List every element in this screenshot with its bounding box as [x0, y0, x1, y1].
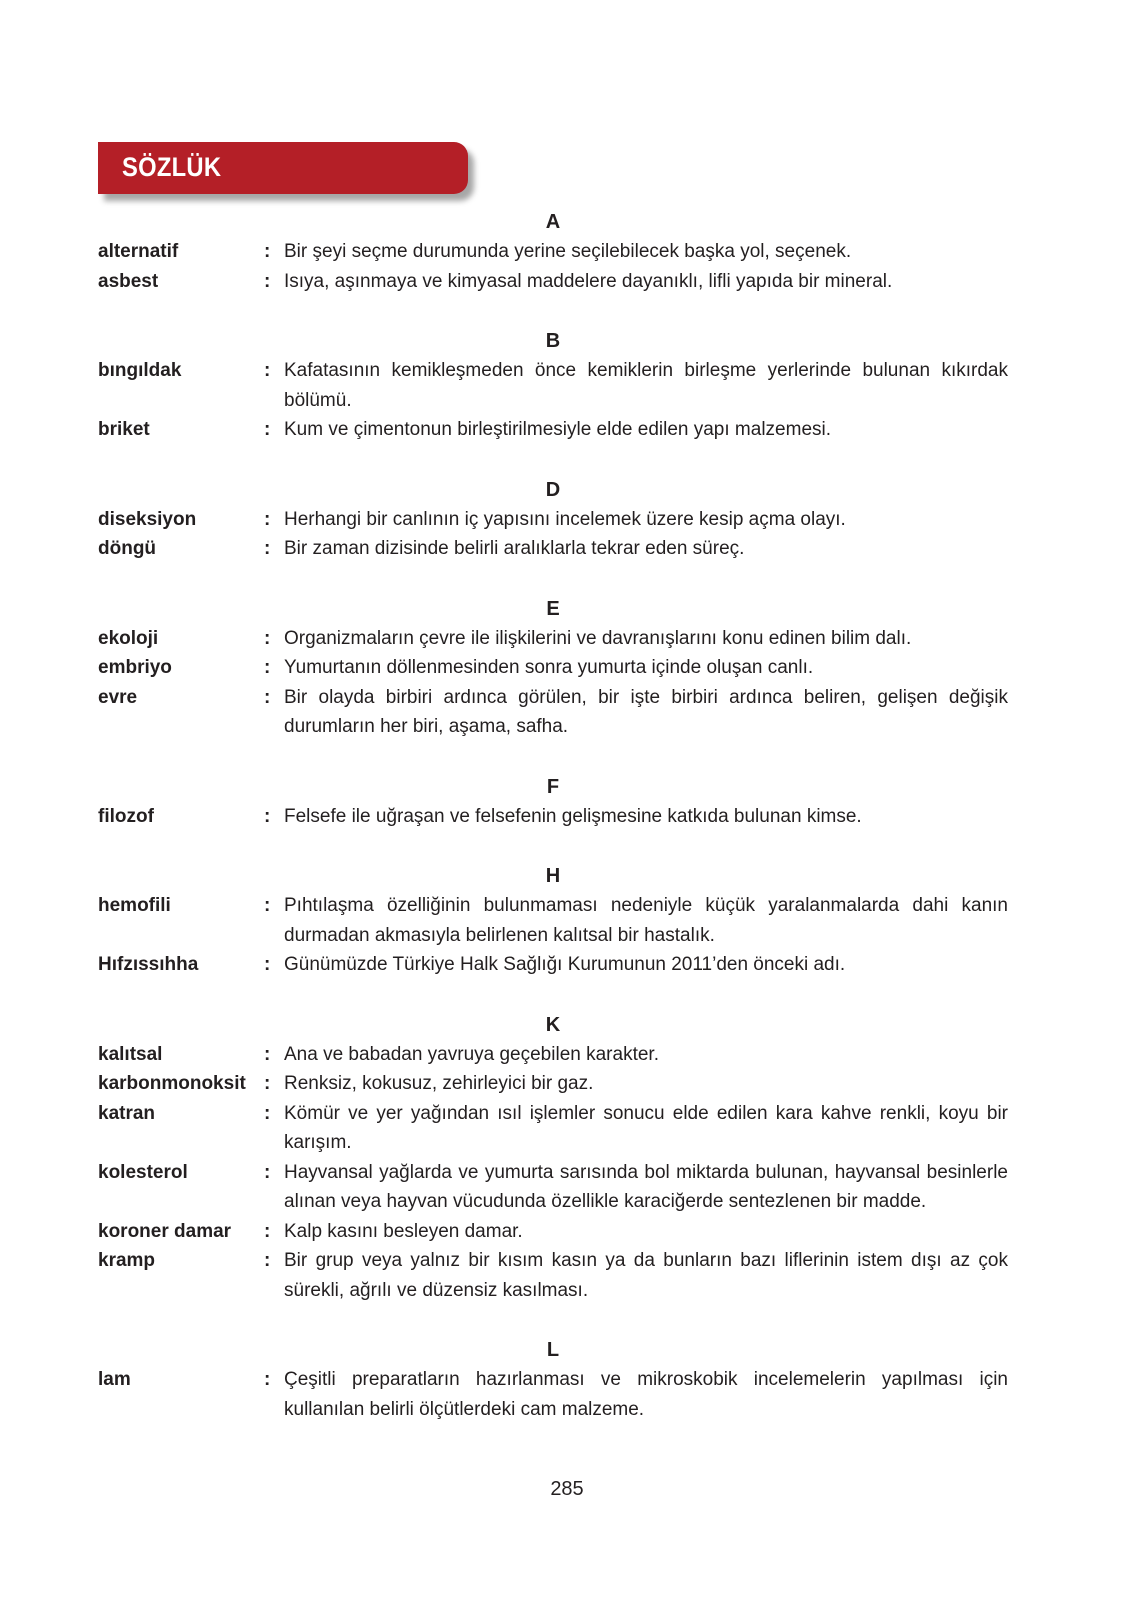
glossary-entry	[98, 1217, 1008, 1247]
term-separator: :	[264, 686, 271, 708]
glossary-definition: Ana ve babadan yavruya geçebilen karakter.	[284, 1043, 659, 1065]
glossary-definition: Bir grup veya yalnız bir kısım kasın ya da bunların bazı liflerinin istem dışı az çok sürekli, ağrılı ve düzensiz kasılması.	[284, 1250, 1008, 1301]
glossary-entry	[98, 1069, 1008, 1099]
glossary-entry	[98, 1246, 1008, 1305]
glossary-definition: Bir olayda birbiri ardınca görülen, bir işte birbiri ardınca beliren, gelişen değişik durumların her biri, aşama, safha.	[284, 686, 1008, 737]
glossary-definition: Kum ve çimentonun birleştirilmesiyle elde edilen yapı malzemesi.	[284, 419, 832, 440]
section-letter-heading: E	[546, 597, 560, 620]
glossary-term: diseksiyon	[98, 508, 197, 530]
glossary-term: asbest	[98, 270, 159, 292]
glossary-entry	[98, 505, 1008, 535]
glossary-term: Hıfzıssıhha	[98, 954, 199, 975]
glossary-entry	[98, 534, 1008, 564]
glossary-term: briket	[98, 419, 150, 440]
glossary-term: katran	[98, 1102, 156, 1124]
glossary-term: kolesterol	[98, 1161, 188, 1183]
glossary-section-f	[98, 772, 1008, 832]
section-letter-heading: D	[545, 478, 561, 501]
term-separator: :	[264, 508, 271, 530]
glossary-definition: Günümüzde Türkiye Halk Sağlığı Kurumunun 2011’den önceki adı.	[284, 954, 846, 975]
page-title: SÖZLÜK	[122, 152, 222, 182]
glossary-entry	[98, 1099, 1008, 1158]
section-letter-heading: B	[545, 330, 561, 352]
glossary-section-h	[98, 861, 1008, 980]
section-letter-heading: K	[545, 1013, 561, 1036]
glossary-entry	[98, 1365, 1008, 1424]
glossary-header-banner	[98, 142, 468, 194]
term-separator: :	[264, 1220, 271, 1242]
term-separator: :	[264, 657, 271, 678]
glossary-term: kramp	[98, 1250, 156, 1271]
glossary-definition: Bir şeyi seçme durumunda yerine seçilebilecek başka yol, seçenek.	[284, 241, 852, 262]
glossary-section-e	[98, 594, 1008, 742]
term-separator: :	[264, 954, 271, 975]
glossary-entry	[98, 415, 1008, 445]
glossary-term: evre	[98, 686, 138, 708]
glossary-term: bıngıldak	[98, 360, 182, 381]
glossary-definition: Pıhtılaşma özelliğinin bulunmaması nedeniyle küçük yaralanmalarda dahi kanın durmadan akmasıyla belirlenen kalıtsal bir hastalık.	[284, 895, 1008, 946]
glossary-definition: Felsefe ile uğraşan ve felsefenin gelişmesine katkıda bulunan kimse.	[284, 805, 862, 827]
glossary-definition: Kalp kasını besleyen damar.	[284, 1220, 523, 1242]
term-separator: :	[264, 1043, 271, 1065]
glossary-definition: Kafatasının kemikleşmeden önce kemiklerin birleşme yerlerinde bulunan kıkırdak bölümü.	[284, 360, 1008, 411]
glossary-section-a	[98, 207, 1008, 296]
glossary-term: döngü	[98, 538, 157, 559]
term-separator: :	[264, 627, 271, 649]
glossary-definition: Renksiz, kokusuz, zehirleyici bir gaz.	[284, 1073, 594, 1094]
glossary-entry	[98, 237, 1008, 267]
glossary-term: filozof	[98, 805, 154, 827]
term-separator: :	[264, 538, 271, 559]
glossary-entry	[98, 683, 1008, 742]
glossary-term: ekoloji	[98, 627, 159, 649]
glossary-entry	[98, 1040, 1008, 1070]
glossary-definition: Çeşitli preparatların hazırlanması ve mikroskobik incelemelerin yapılması için kullanılan belirli ölçütlerdeki cam malzeme.	[284, 1369, 1008, 1420]
section-letter-heading: L	[546, 1339, 560, 1361]
glossary-term: hemofili	[98, 895, 171, 916]
glossary-section-l	[98, 1335, 1008, 1424]
term-separator: :	[264, 805, 271, 827]
page-number: 285	[550, 1478, 584, 1500]
glossary-definition: Bir zaman dizisinde belirli aralıklarla tekrar eden süreç.	[284, 538, 745, 559]
glossary-term: kalıtsal	[98, 1043, 163, 1065]
glossary-entry	[98, 891, 1008, 950]
glossary-definition: Isıya, aşınmaya ve kimyasal maddelere dayanıklı, lifli yapıda bir mineral.	[284, 270, 893, 292]
glossary-term: koroner damar	[98, 1220, 232, 1242]
glossary-section-d	[98, 475, 1008, 564]
glossary-entry	[98, 950, 1008, 980]
term-separator: :	[264, 1073, 271, 1094]
glossary-definition: Kömür ve yer yağından ısıl işlemler sonucu elde edilen kara kahve renkli, koyu bir karışım.	[284, 1102, 1008, 1153]
term-separator: :	[264, 1161, 271, 1183]
glossary-entry	[98, 653, 1008, 683]
term-separator: :	[264, 419, 271, 440]
section-letter-heading: F	[546, 775, 560, 798]
term-separator: :	[264, 1369, 271, 1390]
glossary-entry	[98, 802, 1008, 832]
section-letter-heading: H	[545, 865, 561, 887]
glossary-content	[98, 207, 1008, 1454]
glossary-definition: Hayvansal yağlarda ve yumurta sarısında bol miktarda bulunan, hayvansal besinlerle alınan veya hayvan vücudunda özellikle karaciğerde sentezlenen bir madde.	[284, 1161, 1008, 1212]
glossary-section-k	[98, 1010, 1008, 1306]
glossary-term: karbonmonoksit	[98, 1073, 246, 1094]
glossary-entry	[98, 1158, 1008, 1217]
glossary-term: alternatif	[98, 241, 179, 262]
glossary-term: embriyo	[98, 657, 172, 678]
term-separator: :	[264, 360, 271, 381]
glossary-definition: Herhangi bir canlının iç yapısını incelemek üzere kesip açma olayı.	[284, 508, 846, 530]
term-separator: :	[264, 895, 271, 916]
term-separator: :	[264, 1102, 271, 1124]
glossary-entry	[98, 356, 1008, 415]
glossary-definition: Organizmaların çevre ile ilişkilerini ve davranışlarını konu edinen bilim dalı.	[284, 627, 912, 649]
term-separator: :	[264, 270, 271, 292]
glossary-entry	[98, 267, 1008, 297]
glossary-section-b	[98, 326, 1008, 445]
glossary-term: lam	[98, 1369, 131, 1390]
term-separator: :	[264, 241, 271, 262]
glossary-definition: Yumurtanın döllenmesinden sonra yumurta içinde oluşan canlı.	[284, 657, 814, 678]
term-separator: :	[264, 1250, 271, 1271]
section-letter-heading: A	[545, 211, 561, 233]
glossary-entry	[98, 624, 1008, 654]
